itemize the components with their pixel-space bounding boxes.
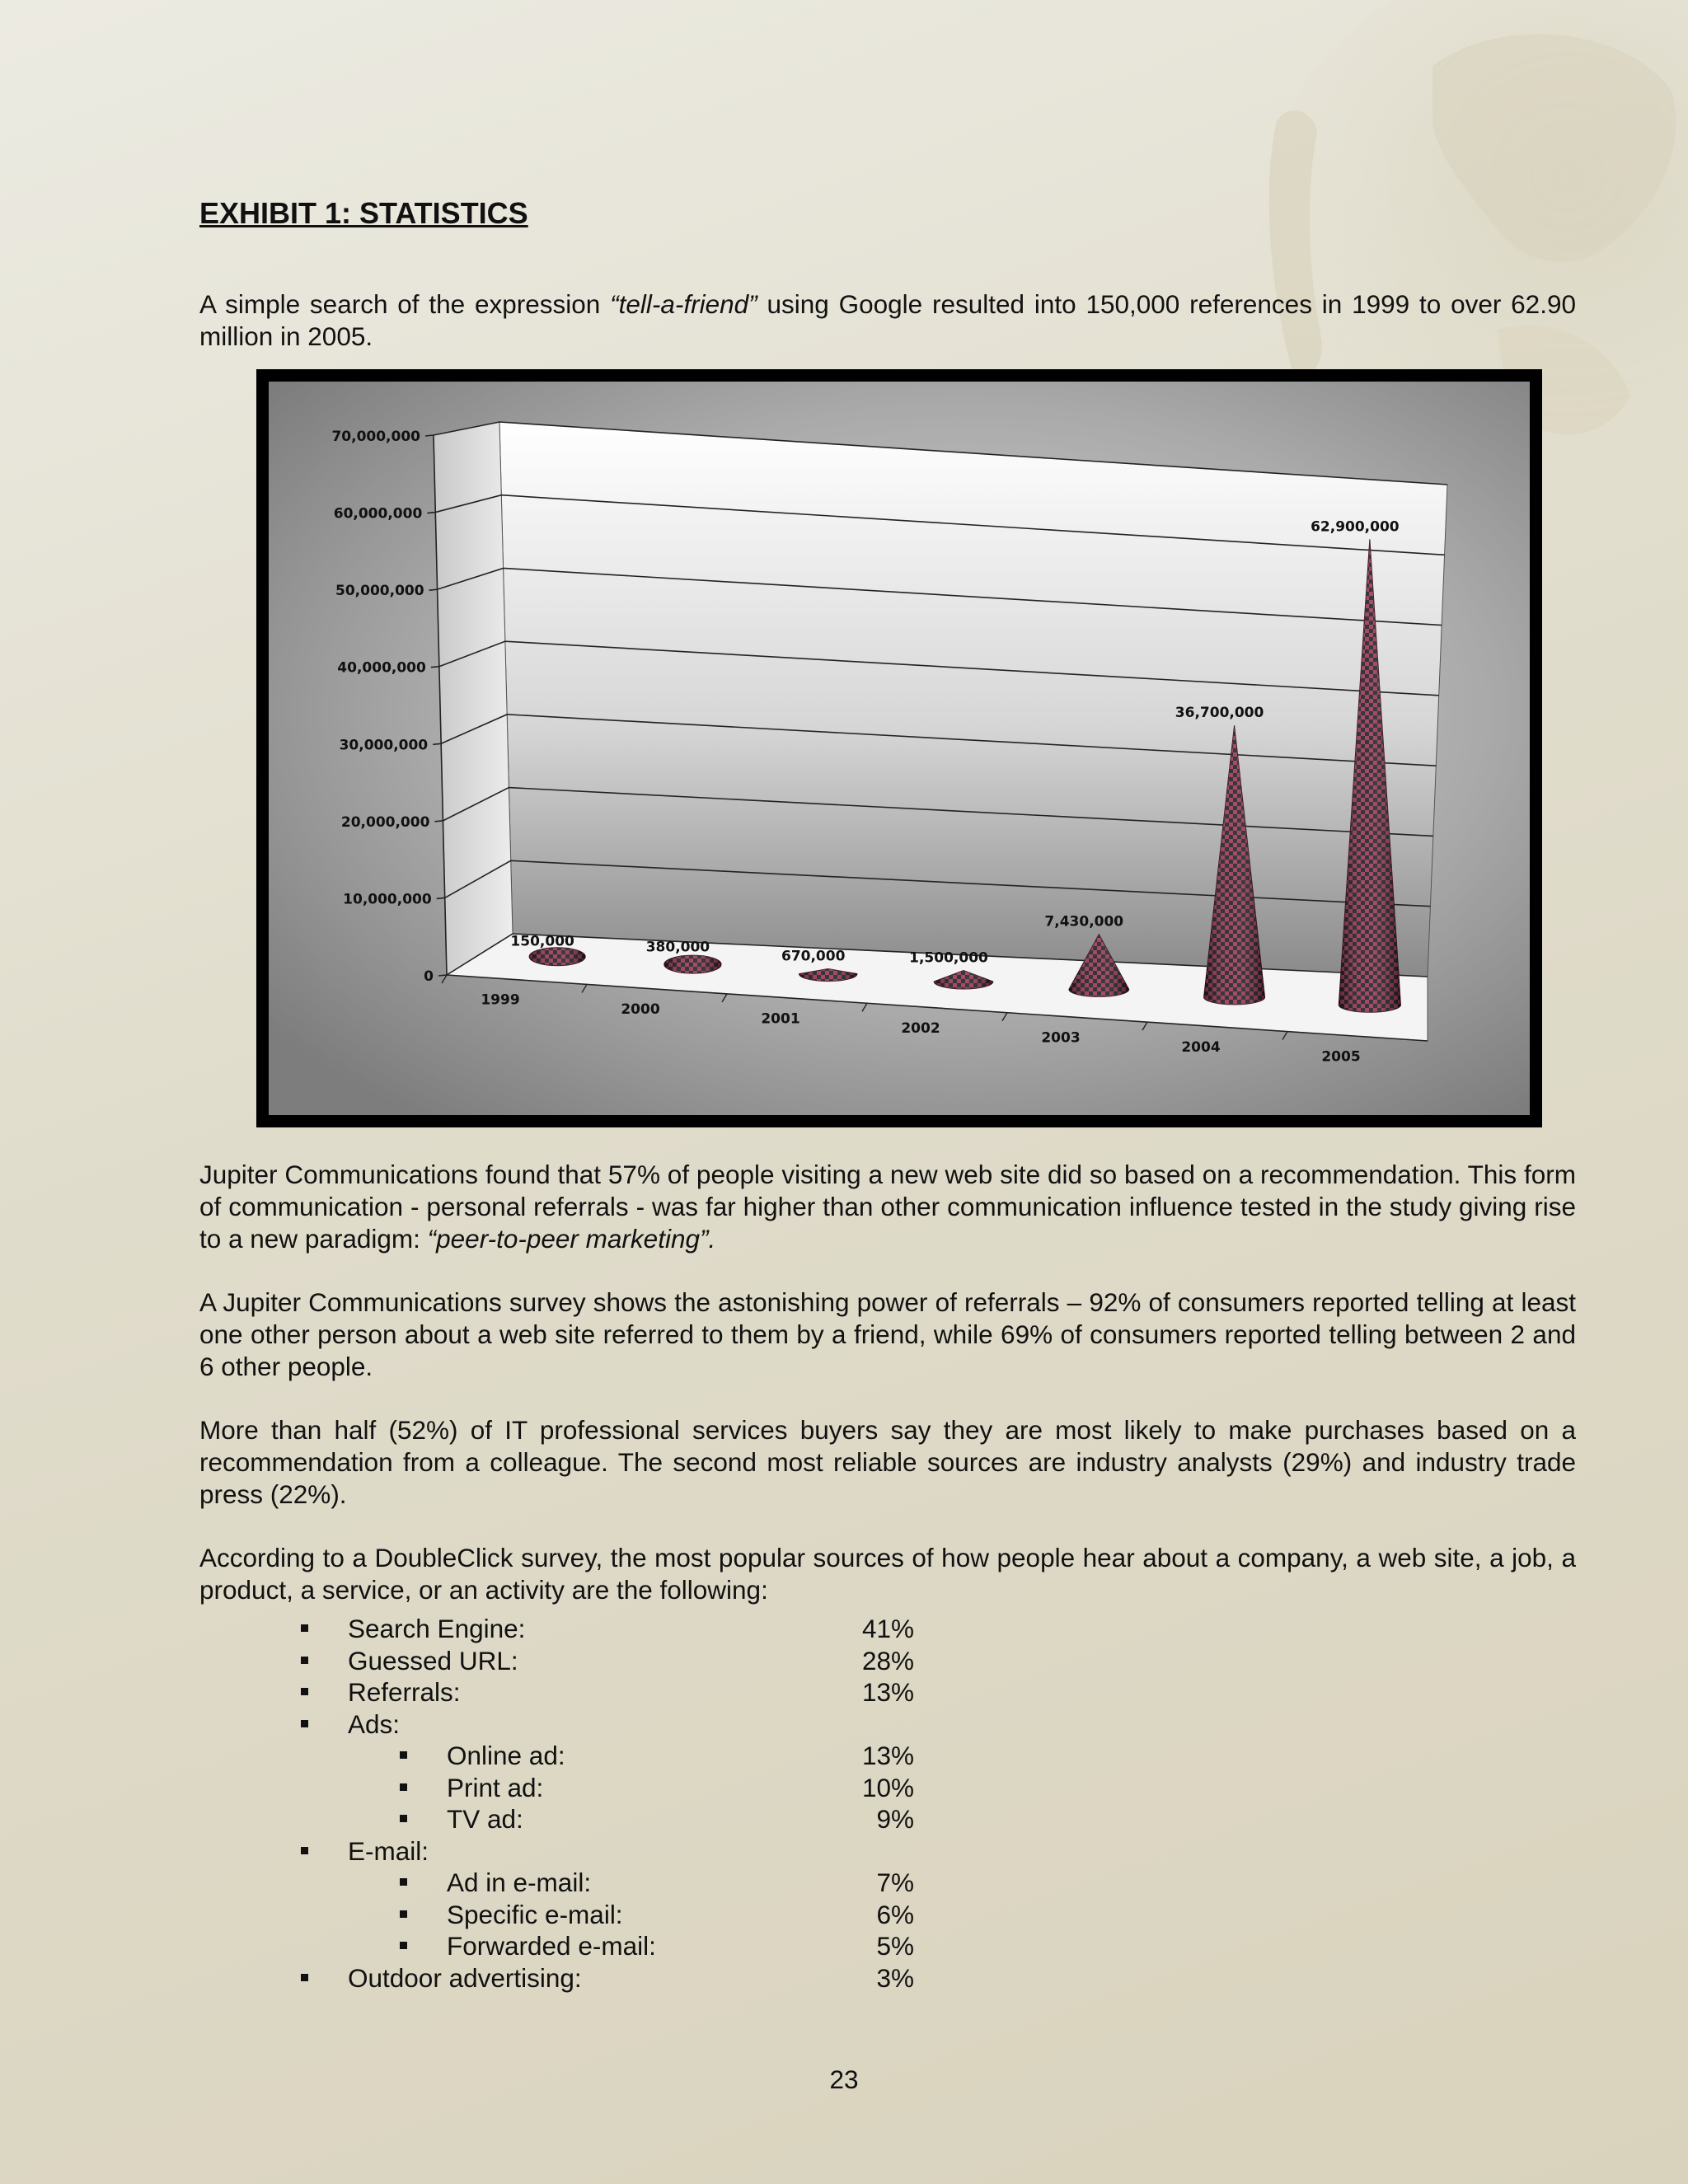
x-tick-label: 2002: [901, 1020, 940, 1037]
source-percentage: 13%: [861, 1677, 914, 1707]
x-tick-label: 2005: [1321, 1048, 1361, 1066]
cone-shading: [529, 948, 585, 966]
source-item: [199, 1962, 1576, 1994]
y-tick-label: 70,000,000: [331, 429, 420, 445]
y-tick-label: 20,000,000: [340, 813, 430, 831]
y-tick-mark: [433, 743, 441, 744]
source-item: [199, 1899, 1576, 1931]
y-tick-mark: [434, 821, 443, 822]
source-label: E-mail:: [348, 1835, 429, 1866]
source-item: [199, 1645, 1576, 1677]
bullet-square-icon: [301, 1974, 308, 1981]
source-percentage: 7%: [876, 1868, 914, 1897]
data-label: 150,000: [510, 933, 574, 950]
source-item: [199, 1613, 1576, 1645]
source-item: [199, 1740, 1576, 1772]
x-tick-label: 1999: [481, 991, 520, 1009]
bullet-square-icon: [400, 1783, 407, 1791]
bullet-square-icon: [301, 1847, 308, 1854]
y-tick-label: 60,000,000: [333, 505, 423, 523]
y-tick-mark: [425, 435, 434, 436]
source-item: [199, 1930, 1576, 1962]
source-label: Guessed URL:: [348, 1645, 518, 1675]
source-label: Print ad:: [447, 1772, 544, 1802]
chart-frame: [256, 369, 1542, 1127]
source-item: [199, 1676, 1576, 1708]
source-label: Specific e-mail:: [447, 1899, 623, 1929]
data-label: 36,700,000: [1175, 705, 1264, 722]
y-tick-mark: [431, 667, 439, 668]
bullet-square-icon: [301, 1720, 308, 1727]
y-tick-label: 10,000,000: [343, 891, 432, 908]
body-text: [199, 1159, 1576, 1606]
y-tick-label: 0: [424, 968, 434, 985]
paragraph-emphasis: “peer-to-peer marketing”.: [427, 1224, 716, 1254]
data-label: 1,500,000: [909, 949, 988, 967]
y-tick-mark: [429, 589, 438, 590]
intro-emphasis: “tell-a-friend”: [610, 289, 757, 319]
y-tick-mark: [438, 975, 447, 976]
source-percentage: 10%: [861, 1772, 914, 1802]
source-item: [199, 1772, 1576, 1804]
bullet-square-icon: [301, 1688, 308, 1695]
x-tick-label: 2004: [1181, 1038, 1221, 1056]
x-tick-label: 2003: [1041, 1029, 1081, 1047]
data-label: 670,000: [781, 948, 846, 965]
source-percentage: 3%: [876, 1962, 914, 1993]
intro-text-end: using Google resulted into 150,000 references in 1999 to over 62.90 million in 2005.: [199, 289, 1576, 351]
x-tick-label: 2001: [761, 1010, 800, 1028]
bullet-square-icon: [400, 1942, 407, 1949]
source-percentage: 41%: [861, 1614, 914, 1643]
source-percentage: 6%: [876, 1899, 914, 1929]
source-label: Ads:: [348, 1708, 401, 1739]
cone-chart: [269, 382, 1530, 1115]
paragraph-doubleclick: According to a DoubleClick survey, the most popular sources of how people hear about a company, a web site, a job, a product, a service, or an activity are the following:: [199, 1543, 1576, 1605]
intro-paragraph: [199, 288, 1576, 353]
page-number: 23: [829, 2064, 859, 2094]
data-label: 62,900,000: [1311, 518, 1400, 536]
source-percentage: 5%: [876, 1931, 914, 1961]
bullet-square-icon: [400, 1751, 407, 1759]
source-label: Ad in e-mail:: [447, 1868, 592, 1897]
data-label: 380,000: [645, 939, 710, 956]
intro-text-start: A simple search of the expression: [199, 289, 611, 319]
cone-shading: [664, 955, 721, 973]
source-label: Outdoor advertising:: [348, 1962, 582, 1993]
bullet-square-icon: [301, 1657, 308, 1664]
bullet-square-icon: [400, 1878, 407, 1886]
sources-list: [199, 1613, 1576, 1994]
bullet-square-icon: [301, 1624, 308, 1632]
data-label: 7,430,000: [1044, 913, 1124, 930]
bullet-square-icon: [400, 1815, 407, 1822]
paragraph-text: Jupiter Communications found that 57% of people visiting a new web site did so based on a recommendation. This form of communication - personal referrals - was far higher than other communication influence tested in the study giving rise to a new paradigm:: [199, 1160, 1576, 1254]
bullet-square-icon: [400, 1910, 407, 1918]
source-item: [199, 1835, 1576, 1868]
source-label: TV ad:: [447, 1804, 523, 1834]
chart-back-wall: [499, 422, 1447, 977]
paragraph-jupiter-survey: A Jupiter Communications survey shows the astonishing power of referrals – 92% of consumers reported telling at least one other person about a web site referred to them by a friend, while 69% of consumers reported telling between 2 and 6 other people.: [199, 1287, 1576, 1381]
y-tick-label: 50,000,000: [335, 583, 424, 600]
source-label: Online ad:: [447, 1741, 565, 1770]
paragraph-it-buyers: More than half (52%) of IT professional services buyers say they are most likely to make purchases based on a recommendation from a colleague. The second most reliable sources are industry analysts (29%) and industry trade press (22%).: [199, 1415, 1576, 1509]
source-item: [199, 1803, 1576, 1835]
exhibit-heading: EXHIBIT 1: STATISTICS: [199, 196, 528, 230]
paragraph-jupiter-recommendation: [199, 1159, 1576, 1255]
source-label: Search Engine:: [348, 1614, 526, 1643]
x-tick-label: 2000: [621, 1001, 660, 1019]
source-percentage: 13%: [861, 1741, 914, 1770]
chart-side-wall: [434, 422, 513, 975]
source-item: [199, 1708, 1576, 1741]
source-percentage: 9%: [876, 1804, 914, 1834]
source-label: Forwarded e-mail:: [447, 1931, 656, 1961]
y-tick-label: 30,000,000: [339, 737, 429, 754]
y-tick-label: 40,000,000: [337, 659, 426, 677]
source-label: Referrals:: [348, 1677, 461, 1707]
source-item: [199, 1867, 1576, 1899]
source-percentage: 28%: [861, 1645, 914, 1675]
